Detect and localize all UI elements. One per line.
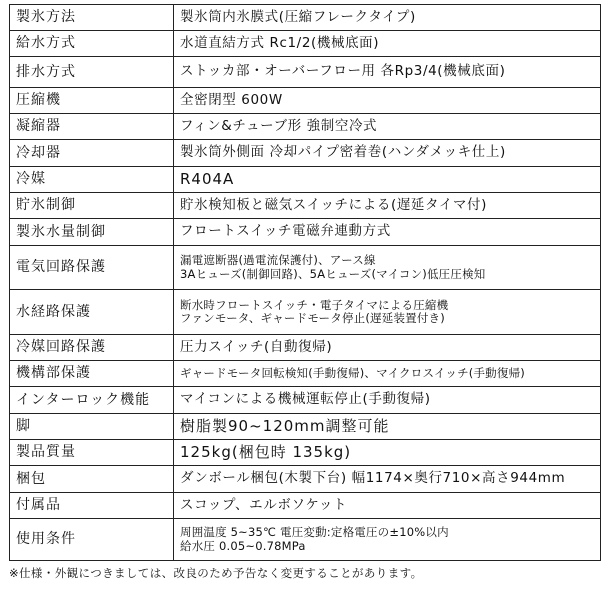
row-label: 給水方式	[10, 31, 174, 57]
row-value	[174, 519, 601, 561]
row-value	[174, 167, 601, 193]
row-value-line: フロートスイッチ電磁弁連動方式	[180, 223, 391, 240]
row-value	[174, 193, 601, 219]
row-value-line: 製氷筒内氷膜式(圧縮フレークタイプ)	[180, 8, 416, 25]
row-value-line: 3Aヒューズ(制御回路)、5Aヒューズ(マイコン)低圧圧検知	[180, 266, 486, 281]
row-label: 冷却器	[10, 140, 174, 167]
row-value-line: 125kg(梱包時 135kg)	[180, 442, 352, 461]
row-value-line: ギャードモータ回転検知(手動復帰)、マイクロスイッチ(手動復帰)	[180, 365, 525, 380]
table-row	[10, 114, 601, 140]
table-row	[10, 414, 601, 440]
row-value	[174, 335, 601, 361]
row-value-line: 漏電遮断器(過電流保護付)、アース線	[180, 253, 376, 268]
row-value	[174, 290, 601, 335]
table-row	[10, 387, 601, 414]
row-label: 梱包	[10, 466, 174, 493]
row-label: 機構部保護	[10, 361, 174, 387]
row-value	[174, 387, 601, 414]
table-row	[10, 31, 601, 57]
row-value-line: ダンボール梱包(木製下台) 幅1174×奥行710×高さ944mm	[180, 470, 566, 487]
row-label: 製氷水量制御	[10, 219, 174, 246]
row-label: 付属品	[10, 493, 174, 519]
row-value	[174, 440, 601, 466]
row-value	[174, 5, 601, 31]
table-row	[10, 361, 601, 387]
row-label: 脚	[10, 414, 174, 440]
row-value-line: 樹脂製90~120mm調整可能	[180, 416, 390, 435]
row-label: 電気回路保護	[10, 246, 174, 290]
table-row	[10, 493, 601, 519]
row-label: 凝縮器	[10, 114, 174, 140]
table-row	[10, 5, 601, 31]
table-row	[10, 290, 601, 335]
spec-sheet	[9, 4, 601, 581]
row-value	[174, 414, 601, 440]
row-label: 冷媒	[10, 167, 174, 193]
footnote: ※仕様・外観につきましては、改良のため予告なく変更することがあります。	[9, 566, 423, 580]
row-value	[174, 88, 601, 114]
row-value-line: 全密閉型 600W	[180, 91, 283, 108]
table-row	[10, 219, 601, 246]
table-row	[10, 193, 601, 219]
row-value-line: R404A	[180, 169, 235, 188]
table-row	[10, 57, 601, 88]
row-label: 貯氷制御	[10, 193, 174, 219]
row-label: インターロック機能	[10, 387, 174, 414]
row-label: 使用条件	[10, 519, 174, 561]
table-row	[10, 88, 601, 114]
row-value-line: フィン&チューブ形 強制空冷式	[180, 117, 378, 134]
row-value	[174, 140, 601, 167]
spec-table	[9, 4, 601, 561]
row-value	[174, 114, 601, 140]
table-row	[10, 519, 601, 561]
row-value-line: 圧力スイッチ(自動復帰)	[180, 338, 333, 355]
row-label: 圧縮機	[10, 88, 174, 114]
table-row	[10, 167, 601, 193]
row-value-line: 断水時フロートスイッチ・電子タイマによる圧縮機	[180, 297, 449, 312]
row-value	[174, 219, 601, 246]
row-value-line: ファンモータ、ギャードモータ停止(遅延装置付き)	[180, 311, 445, 325]
row-value	[174, 57, 601, 88]
table-row	[10, 246, 601, 290]
table-row	[10, 335, 601, 361]
row-value-line: 周囲温度 5~35℃ 電圧変動:定格電圧の±10%以内	[180, 525, 449, 540]
row-value-line: 貯氷検知板と磁気スイッチによる(遅延タイマ付)	[180, 196, 488, 213]
row-value-line: 水道直結方式 Rc1/2(機械底面)	[180, 34, 380, 51]
table-row	[10, 466, 601, 493]
table-row	[10, 140, 601, 167]
row-value	[174, 361, 601, 387]
row-value-line: 給水圧 0.05~0.78MPa	[180, 538, 306, 553]
row-label: 製品質量	[10, 440, 174, 466]
row-value-line: ストッカ部・オーバーフロー用 各Rp3/4(機械底面)	[180, 63, 506, 80]
row-label: 冷媒回路保護	[10, 335, 174, 361]
row-value	[174, 493, 601, 519]
row-value	[174, 246, 601, 290]
row-value-line: 製氷筒外側面 冷却パイプ密着巻(ハンダメッキ仕上)	[180, 144, 506, 161]
row-value	[174, 31, 601, 57]
row-label: 排水方式	[10, 57, 174, 88]
table-row	[10, 440, 601, 466]
row-value-line: マイコンによる機械運転停止(手動復帰)	[180, 391, 431, 408]
row-value-line: スコップ、エルボソケット	[180, 496, 348, 513]
row-label: 水経路保護	[10, 290, 174, 335]
row-label: 製氷方法	[10, 5, 174, 31]
row-value	[174, 466, 601, 493]
